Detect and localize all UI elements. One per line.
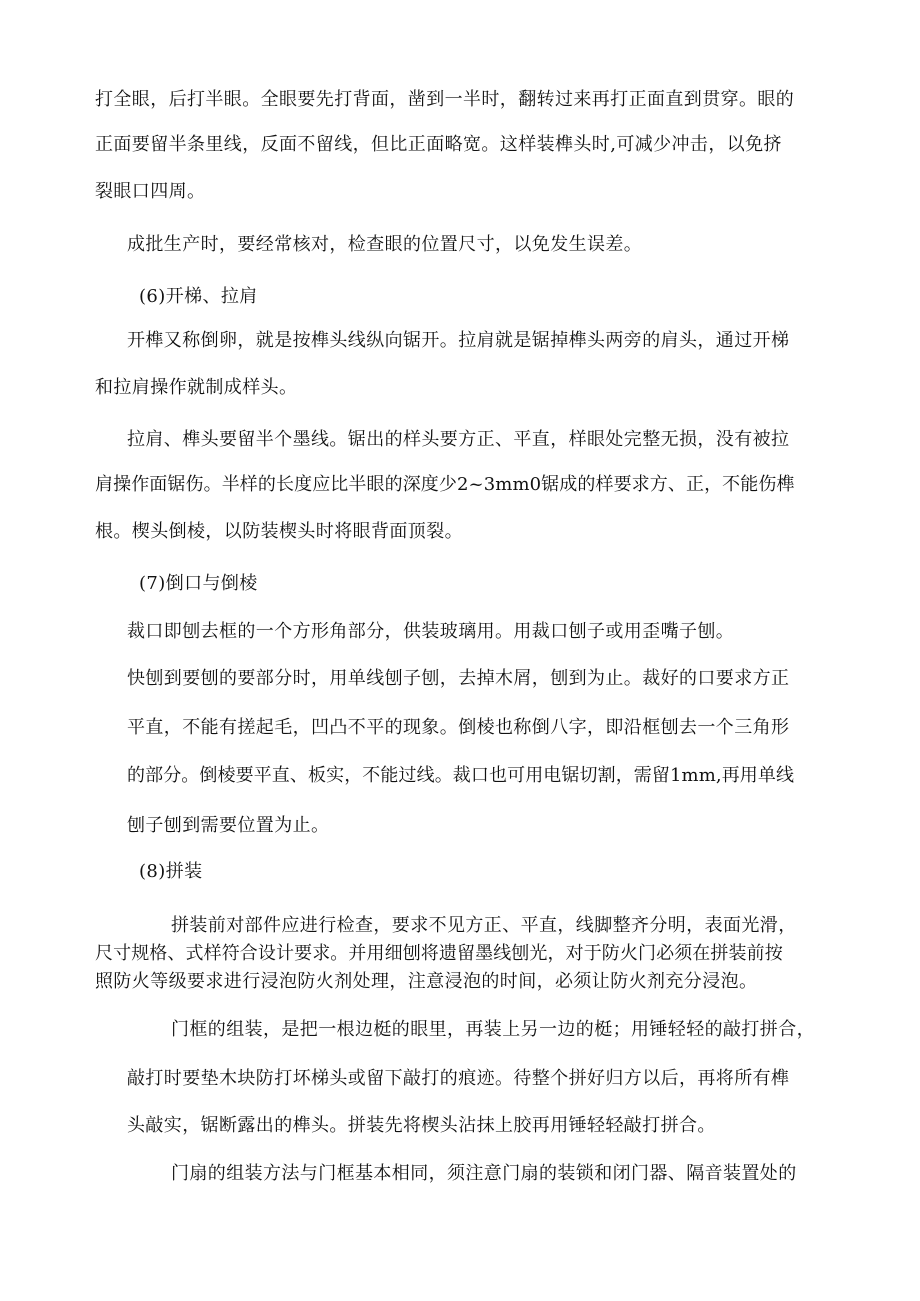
text-line: 刨子刨到需要位置为止。 [127, 815, 330, 836]
text-line: 的部分。倒棱要平直、板实，不能过线。裁口也可用电锯切割，需留1mm,再用单线 [127, 765, 795, 786]
section-heading: (7)倒口与倒棱 [139, 573, 258, 594]
text-line: 门扇的组装方法与门框基本相同，须注意门扇的装锁和闭门器、隔音装置处的 [171, 1163, 797, 1184]
text-line: 尺寸规格、式样符合设计要求。并用细刨将遗留墨线刨光，对于防火门必须在拼装前按 [95, 943, 783, 964]
text-line: 拉肩、榫头要留半个墨线。锯出的样头要方正、平直，样眼处完整无损，没有被拉 [127, 429, 790, 450]
text-line: 裂眼口四周。 [95, 181, 206, 202]
text-line: 拼装前对部件应进行检查，要求不见方正、平直，线脚整齐分明，表面光滑， [171, 915, 797, 936]
text-line: 根。楔头倒棱，以防装楔头时将眼背面顶裂。 [95, 521, 463, 542]
text-line: 门框的组装，是把一根边梃的眼里，再装上另一边的梃；用锤轻轻的敲打拼合， [171, 1019, 815, 1040]
text-line: 头敲实，锯断露出的榫头。拼装先将楔头沾抹上胶再用锤轻轻敲打拼合。 [127, 1115, 716, 1136]
text-line: 敲打时要垫木块防打坏梯头或留下敲打的痕迹。待整个拼好归方以后，再将所有榫 [127, 1068, 790, 1089]
text-line: 打全眼，后打半眼。全眼要先打背面，凿到一半时，翻转过来再打正面直到贯穿。眼的 [95, 89, 795, 110]
text-line: 开榫又称倒卵，就是按榫头线纵向锯开。拉肩就是锯掉榫头两旁的肩头，通过开梯 [127, 330, 790, 351]
text-line: 快刨到要刨的要部分时，用单线刨子刨，去掉木屑，刨到为止。裁好的口要求方正 [127, 668, 790, 689]
text-line: 平直，不能有搓起毛，凹凸不平的现象。倒棱也称倒八字，即沿框刨去一个三角形 [127, 717, 790, 738]
text-line: 肩操作面锯伤。半样的长度应比半眼的深度少2~3mm0锯成的样要求方、正，不能伤榫 [95, 474, 795, 495]
text-line: 裁口即刨去框的一个方形角部分，供装玻璃用。用裁口刨子或用歪嘴子刨。 [127, 621, 735, 642]
text-line: 正面要留半条里线，反面不留线，但比正面略宽。这样装榫头时,可减少冲击，以免挤 [95, 134, 782, 155]
section-heading: (6)开梯、拉肩 [139, 286, 258, 307]
text-line: 和拉肩操作就制成样头。 [95, 377, 298, 398]
text-line: 成批生产时，要经常核对，检查眼的位置尺寸，以免发生误差。 [127, 234, 643, 255]
section-heading: (8)拼装 [139, 861, 203, 882]
text-line: 照防火等级要求进行浸泡防火剂处理，注意浸泡的时间，必须让防火剂充分浸泡。 [95, 971, 758, 992]
